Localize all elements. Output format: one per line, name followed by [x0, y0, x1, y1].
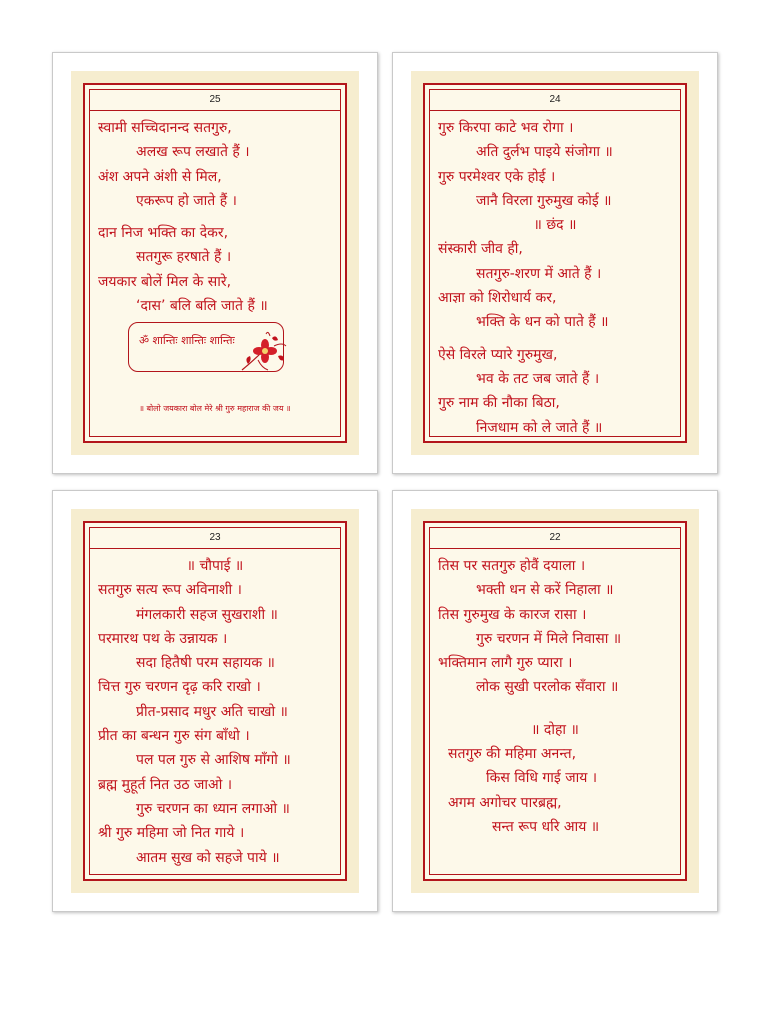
verse-line: जानै विरला गुरुमुख कोई ॥: [476, 192, 612, 209]
footer-jaykara: ॥ बोलो जयकारा बोल मेरे श्री गुरु महाराज की जय ॥: [139, 404, 291, 413]
stanza-gap: [430, 700, 680, 718]
verse-line: ऐसे विरले प्यारे गुरुमुख,: [438, 346, 558, 363]
verse-line: गुरु नाम की नौका बिठा,: [438, 395, 560, 412]
page-background: [71, 71, 359, 455]
verse-line: लोक सुखी परलोक सँवारा ॥: [476, 679, 619, 696]
doha-heading: ॥ दोहा ॥: [531, 721, 579, 738]
page-card-22: [392, 490, 718, 912]
verse-line: सतगुरु-शरण में आते हैं ।: [476, 265, 602, 282]
verse-line: गुरु परमेश्वर एके होई ।: [438, 168, 556, 185]
page-card-23: [52, 490, 378, 912]
header-rule: [90, 548, 340, 549]
verse-line: ब्रह्म मुहूर्त नित उठ जाओ ।: [98, 776, 233, 793]
verse-block: [430, 116, 680, 440]
verse-line: संस्कारी जीव ही,: [438, 241, 523, 258]
verse-line: सतगुरु सत्य रूप अविनाशी ।: [98, 582, 242, 599]
verse-line: गुरु किरपा काटे भव रोगा ।: [438, 120, 574, 136]
verse-line: गुरु चरणन का ध्यान लगाओ ॥: [136, 800, 290, 817]
verse-line: पल पल गुरु से आशिष माँगो ॥: [136, 752, 291, 769]
page-background: [411, 71, 699, 455]
verse-line: अंश अपने अंशी से मिल,: [98, 168, 222, 185]
verse-line: सन्त रूप धरि आय ॥: [492, 818, 600, 835]
page-number: 24: [549, 94, 561, 105]
verse-line: मंगलकारी सहज सुखराशी ॥: [136, 606, 278, 623]
stanza-gap: [430, 335, 680, 343]
page-inner-frame: [429, 527, 681, 875]
verse-line: ‘दास’ बलि बलि जाते हैं ॥: [136, 298, 268, 315]
verse-line: निजधाम को ले जाते हैं ॥: [476, 419, 603, 436]
page-number: 25: [209, 94, 221, 105]
verse-block: [430, 554, 680, 839]
verse-line: अलख रूप लखाते हैं ।: [136, 144, 250, 161]
verse-line: दान निज भक्ति का देकर,: [98, 225, 229, 242]
verse-line: चित्त गुरु चरणन दृढ़ करि राखो ।: [98, 679, 261, 696]
om-shanti-text: ॐ शान्तिः शान्तिः शान्तिः: [139, 334, 235, 347]
verse-line: भक्तिमान लागै गुरु प्यारा ।: [438, 655, 573, 672]
verse-line: तिस गुरुमुख के कारज रासा ।: [438, 606, 587, 623]
page-inner-frame: [89, 527, 341, 875]
verse-line: सदा हितैषी परम सहायक ॥: [136, 655, 275, 672]
verse-block: [90, 554, 340, 870]
verse-line: आज्ञा को शिरोधार्य कर,: [438, 290, 557, 307]
page-number: 23: [209, 532, 221, 543]
verse-line: सतगुरू हरषाते हैं ।: [136, 249, 232, 266]
verse-line: प्रीत का बन्धन गुरु संग बाँधो ।: [98, 728, 250, 745]
verse-line: अति दुर्लभ पाइये संजोगा ॥: [476, 144, 613, 161]
verse-line: भव के तट जब जाते हैं ।: [476, 370, 600, 387]
chaupai-heading: ॥ चौपाई ॥: [186, 558, 244, 574]
page-number: 22: [549, 532, 561, 543]
page-background: [71, 509, 359, 893]
page-card-25: [52, 52, 378, 474]
verse-line: एकरूप हो जाते हैं ।: [136, 192, 237, 209]
page-frame: [423, 83, 687, 443]
verse-line: श्री गुरु महिमा जो नित गाये ।: [98, 825, 245, 842]
page-inner-frame: [429, 89, 681, 437]
page-card-24: [392, 52, 718, 474]
verse-block: [90, 116, 340, 318]
verse-line: आतम सुख को सहजे पाये ॥: [136, 849, 280, 866]
verse-line: परमारथ पथ के उन्नायक ।: [98, 630, 228, 647]
page-inner-frame: [89, 89, 341, 437]
verse-line: अगम अगोचर पारब्रह्म,: [448, 794, 562, 811]
header-rule: [90, 110, 340, 111]
verse-line: तिस पर सतगुरु होवैं दयाला ।: [438, 558, 586, 574]
verse-line: भक्ती धन से करें निहाला ॥: [476, 582, 614, 599]
verse-line: किस विधि गाई जाय ।: [486, 770, 598, 787]
stanza-gap: [90, 213, 340, 221]
verse-line: प्रीत-प्रसाद मधुर अति चाखो ॥: [136, 703, 288, 720]
header-rule: [430, 548, 680, 549]
header-rule: [430, 110, 680, 111]
page-frame: [83, 521, 347, 881]
verse-line: गुरु चरणन में मिले निवासा ॥: [476, 630, 622, 647]
verse-line: भक्ति के धन को पाते हैं ॥: [476, 314, 609, 331]
page-background: [411, 509, 699, 893]
flower-icon: [238, 330, 288, 374]
page-frame: [423, 521, 687, 881]
page-frame: [83, 83, 347, 443]
verse-line: जयकार बोलें मिल के सारे,: [98, 273, 232, 290]
verse-line: स्वामी सच्चिदानन्द सतगुरु,: [98, 120, 232, 136]
chhand-heading: ॥ छंद ॥: [533, 217, 577, 234]
verse-line: सतगुरु की महिमा अनन्त,: [448, 746, 577, 763]
